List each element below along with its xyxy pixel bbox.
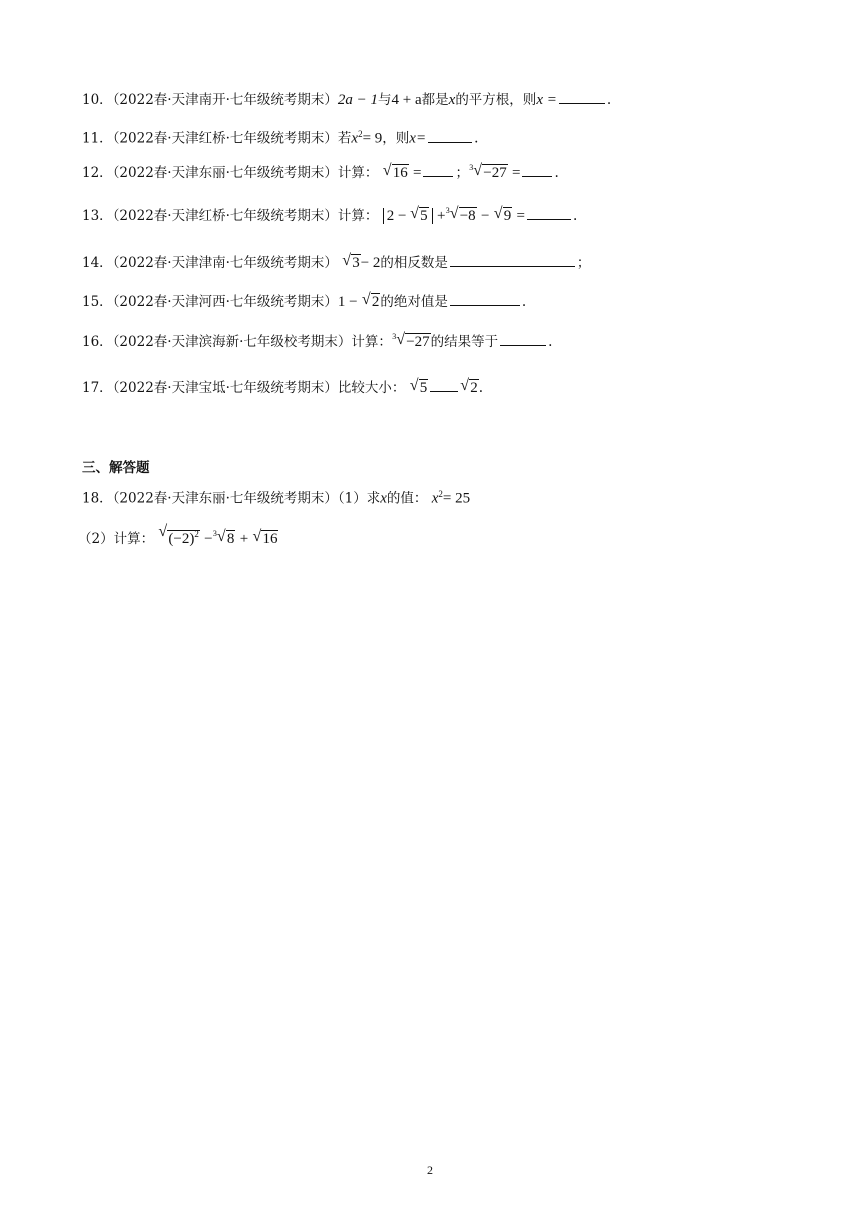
question-12 — [82, 163, 559, 183]
q14-number: 14． — [82, 255, 113, 271]
q11-exp: 2 — [358, 129, 363, 139]
q18-minus: − — [204, 531, 213, 547]
q11-eq: = 9 — [362, 130, 383, 147]
q10-number: 10． — [82, 92, 113, 108]
q18-part2-label: （2）计算： — [78, 531, 155, 547]
q13-period: . — [573, 208, 578, 224]
question-13 — [82, 206, 577, 226]
q15-answer-blank[interactable] — [450, 292, 520, 306]
q16-number: 16． — [82, 334, 113, 350]
q17-answer-blank[interactable] — [430, 378, 458, 392]
q11-period: . — [474, 130, 479, 147]
question-15 — [82, 292, 526, 312]
q16-text2: 的结果等于 — [430, 334, 499, 350]
q10-expr-b: 4 + a — [391, 92, 422, 108]
q18-source: （2022春·天津东丽·七年级统考期末） — [112, 490, 338, 507]
question-14 — [82, 253, 590, 273]
question-10 — [82, 90, 611, 110]
q12-sqrt: √ 16 — [382, 162, 408, 181]
q11-text: 若 — [337, 130, 352, 147]
q18-sqrt-16: √ 16 — [252, 528, 278, 547]
q11-source: （2022春·天津红桥·七年级统考期末） — [112, 130, 338, 147]
q12-eq2: = — [512, 165, 521, 181]
q17-sqrt-2: √ 2 — [460, 377, 478, 396]
q12-eq: = — [412, 165, 422, 181]
q12-cbrt: 3 √ −27 — [469, 162, 507, 181]
q15-text: 的绝对值是 — [380, 294, 448, 310]
section-title: 三、解答题 — [82, 460, 150, 476]
q16-period: . — [548, 334, 553, 350]
q12-source: （2022春·天津东丽·七年级统考期末） — [112, 165, 338, 181]
q18-eq-rest: = 25 — [442, 490, 471, 507]
q15-number: 15． — [82, 294, 113, 310]
q13-source: （2022春·天津红桥·七年级统考期末） — [112, 208, 338, 224]
question-11 — [82, 124, 478, 149]
q18-part1: （1）求 — [337, 490, 381, 507]
q11-number: 11． — [82, 130, 113, 147]
q14-answer-blank[interactable] — [450, 253, 575, 267]
q17-number: 17． — [82, 380, 113, 396]
page-number: 2 — [427, 1163, 433, 1177]
q18-number: 18． — [82, 490, 113, 507]
q12-text: 计算： — [337, 165, 379, 181]
q15-source: （2022春·天津河西·七年级统考期末） — [112, 294, 338, 310]
q14-sqrt: √ 3 — [342, 252, 360, 271]
q16-cbrt: 3 √ −27 — [392, 331, 430, 350]
q14-minus: − 2 — [360, 255, 381, 271]
q18-plus: + — [239, 531, 249, 547]
q12-answer-blank-2[interactable] — [522, 163, 552, 177]
q10-answer-blank[interactable] — [559, 90, 605, 104]
q14-text: 的相反数是 — [380, 255, 448, 271]
q18-eq-exp: 2 — [438, 489, 443, 499]
q18-cbrt: 3 √ 8 — [212, 528, 235, 547]
q10-lhs: x = — [536, 92, 557, 108]
q11-lhs: x= — [409, 130, 427, 147]
q13-cbrt: 3 √ −8 — [445, 205, 476, 224]
q16-text: 计算： — [351, 334, 392, 350]
q10-source: （2022春·天津南开·七年级统考期末） — [112, 92, 338, 108]
q15-one-minus: 1 − — [337, 294, 358, 310]
question-18-part2 — [78, 524, 278, 549]
q16-answer-blank[interactable] — [500, 332, 546, 346]
q13-text: 计算： — [337, 208, 379, 224]
q17-period: . — [478, 380, 483, 396]
q13-abs: 2 − √ 5 — [383, 208, 433, 224]
q14-source: （2022春·天津津南·七年级统考期末） — [112, 255, 338, 271]
question-16 — [82, 332, 552, 352]
q10-text: 与 — [378, 92, 392, 108]
q18-sqrt-square: √ $(-2)^2$ — [158, 523, 199, 547]
q14-end: ； — [576, 255, 591, 271]
q12-answer-blank-1[interactable] — [423, 163, 453, 177]
question-17 — [82, 378, 483, 398]
q10-text3: 的平方根，则 — [455, 92, 537, 108]
q13-plus: + — [436, 208, 446, 224]
q13-sqrt: √ 9 — [493, 205, 512, 224]
q15-sqrt: √ 2 — [361, 291, 380, 310]
q16-source: （2022春·天津滨海新·七年级校考期末） — [112, 334, 352, 350]
q18-var: x — [380, 490, 387, 507]
q18-eq-var: x — [431, 490, 439, 507]
q11-var: x — [351, 130, 359, 147]
q12-number: 12． — [82, 165, 113, 181]
q18-part1b: 的值： — [386, 490, 428, 507]
q12-sep: ； — [455, 165, 469, 181]
q13-minus: − — [480, 208, 490, 224]
q13-answer-blank[interactable] — [527, 206, 571, 220]
q15-period: . — [521, 294, 527, 310]
q11-text2: ，则 — [382, 130, 410, 147]
q13-number: 13． — [82, 208, 113, 224]
q17-sqrt-5: √ 5 — [409, 377, 428, 396]
q10-expr-a: 2a − 1 — [337, 92, 379, 108]
q13-eq: = — [516, 208, 526, 224]
q10-period: . — [606, 92, 612, 108]
q17-source: （2022春·天津宝坻·七年级统考期末） — [112, 380, 338, 396]
question-18 — [82, 484, 470, 509]
q12-period: . — [554, 165, 559, 181]
q11-answer-blank[interactable] — [428, 129, 472, 143]
q17-text: 比较大小： — [337, 380, 406, 396]
q10-var: x — [448, 92, 456, 108]
q10-text2: 都是 — [421, 92, 449, 108]
